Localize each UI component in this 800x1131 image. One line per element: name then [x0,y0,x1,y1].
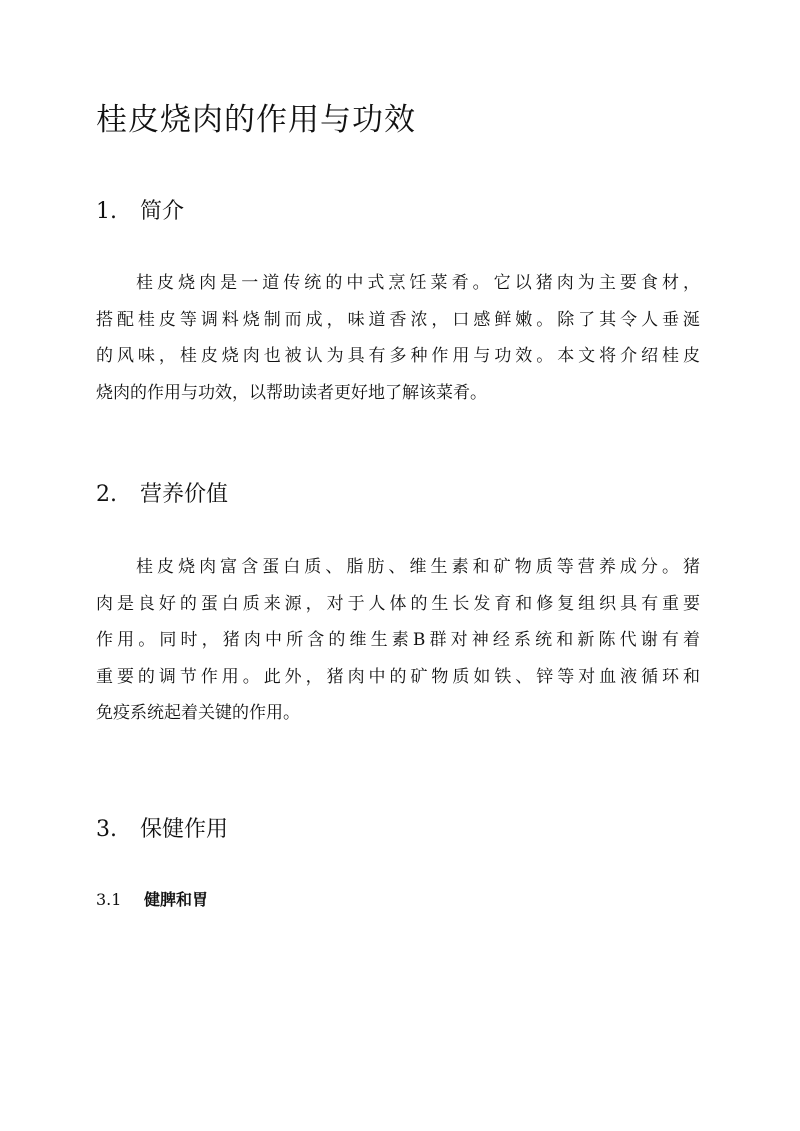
section-3-title: 保健作用 [140,817,229,842]
section-2-title: 营养价值 [140,482,229,507]
section-2-paragraph [96,549,700,732]
page-title: 桂皮烧肉的作用与功效 [96,102,416,138]
paragraph-line: 肉是良好的蛋白质来源，对于人体的生长发育和修复组织具有重要 [96,593,700,614]
paragraph-line: 桂皮烧肉是一道传统的中式烹饪菜肴。它以猪肉为主要食材， [136,273,700,293]
paragraph-line: 的风味，桂皮烧肉也被认为具有多种作用与功效。本文将介绍桂皮 [96,346,700,366]
paragraph-line: 桂皮烧肉富含蛋白质、脂肪、维生素和矿物质等营养成分。猪 [136,557,700,577]
section-3-heading [96,814,228,846]
paragraph-line: 重要的调节作用。此外，猪肉中的矿物质如铁、锌等对血液循环和 [96,666,700,687]
paragraph-line: 免疫系统起着关键的作用。 [96,703,300,723]
paragraph-line: 烧肉的作用与功效，以帮助读者更好地了解该菜肴。 [96,382,487,403]
section-1-paragraph [96,265,700,411]
section-1-heading [96,196,184,228]
section-3-number: 3. [96,817,117,842]
subsection-3-1-number: 3.1 [96,890,122,909]
paragraph-line: 作用。同时，猪肉中所含的维生素B群对神经系统和新陈代谢有着 [96,630,700,650]
section-2-heading [96,479,228,511]
section-1-title: 简介 [140,199,185,224]
section-1-number: 1. [96,199,117,224]
subsection-3-1-heading [96,888,208,912]
paragraph-line: 搭配桂皮等调料烧制而成，味道香浓，口感鲜嫩。除了其令人垂涎 [96,309,700,330]
subsection-3-1-title: 健脾和胃 [144,890,209,909]
section-2-number: 2. [96,482,117,507]
